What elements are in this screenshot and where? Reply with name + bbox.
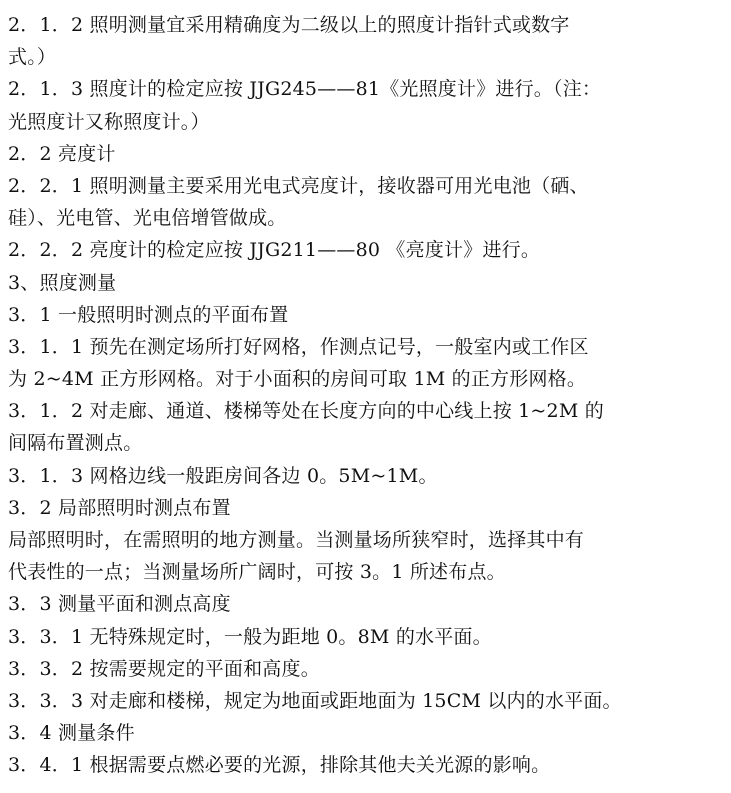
text-line-2-2-1-cont: 硅）、光电管、光电倍增管做成。	[8, 207, 287, 230]
text-line-2-1-3-cont: 光照度计又称照度计。）	[8, 110, 210, 133]
text-line-2-1-2: 2．1．2 照明测量宜采用精确度为二级以上的照度计指针式或数字	[8, 14, 570, 36]
text-line-3-2-body: 局部照明时，在需照明的地方测量。当测量场所狭窄时，选择其中有	[8, 529, 585, 551]
section-heading-3-1: 3．1 一般照明时测点的平面布置	[8, 303, 289, 326]
text-line-3-1-2-cont: 间隔布置测点。	[8, 432, 143, 455]
section-heading-3-3: 3．3 测量平面和测点高度	[8, 593, 231, 616]
text-line-2-1-3: 2．1．3 照度计的检定应按 JJG245——81《光照度计》进行。（注：	[8, 78, 602, 101]
section-heading-3: 3、照度测量	[8, 271, 117, 294]
text-line-2-2-1: 2．2．1 照明测量主要采用光电式亮度计，接收器可用光电池（硒、	[8, 174, 589, 197]
text-line-3-1-3: 3．1．3 网格边线一般距房间各边 0。5M~1M。	[8, 464, 438, 487]
text-line-3-1-1-cont: 为 2~4M 正方形网格。对于小面积的房间可取 1M 的正方形网格。	[8, 368, 587, 391]
text-line-3-3-3: 3．3．3 对走廊和楼梯，规定为地面或距地面为 15CM 以内的水平面。	[8, 689, 622, 712]
text-line-3-1-2: 3．1．2 对走廊、通道、楼梯等处在长度方向的中心线上按 1~2M 的	[8, 400, 604, 423]
section-heading-2-2: 2．2 亮度计	[8, 142, 116, 165]
section-heading-3-4: 3．4 测量条件	[8, 722, 135, 745]
text-line-3-3-1: 3．3．1 无特殊规定时，一般为距地 0。8M 的水平面。	[8, 625, 492, 648]
section-heading-3-2: 3．2 局部照明时测点布置	[8, 496, 231, 519]
text-line-3-3-2: 3．3．2 按需要规定的平面和高度。	[8, 657, 320, 680]
text-line-3-1-1: 3．1．1 预先在测定场所打好网格，作测点记号，一般室内或工作区	[8, 335, 589, 358]
text-line-2-2-2: 2．2．2 亮度计的检定应按 JJG211——80 《亮度计》进行。	[8, 239, 541, 262]
text-line-3-4-1: 3．4．1 根据需要点燃必要的光源，排除其他夫关光源的影响。	[8, 754, 551, 777]
text-line-2-1-2-cont: 式。）	[8, 46, 57, 69]
text-line-3-2-body-cont: 代表性的一点；当测量场所广阔时，可按 3。1 所述布点。	[8, 561, 506, 584]
